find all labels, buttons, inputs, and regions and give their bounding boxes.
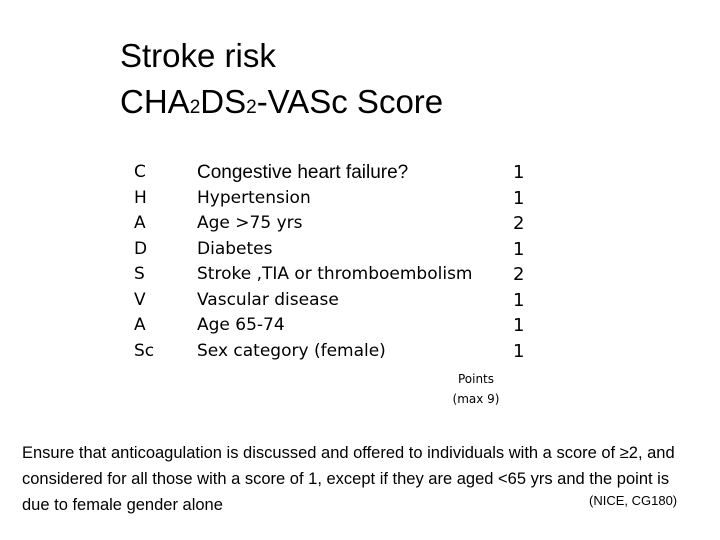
- title-part-vasc-score: -VASc Score: [256, 83, 444, 120]
- letter-a-2: A: [134, 315, 146, 335]
- condition-hypertension: Hypertension: [197, 187, 311, 208]
- condition-diabetes: Diabetes: [197, 238, 273, 259]
- points-value: 1: [513, 315, 525, 336]
- points-value: 1: [513, 289, 525, 311]
- title-part-subscript-2b: 2: [246, 97, 257, 118]
- title-line-2: [120, 79, 443, 131]
- points-caption-line-1: Points: [457, 372, 495, 386]
- slide-title: [120, 33, 443, 131]
- citation: (NICE, CG180): [589, 493, 678, 508]
- condition-age-over-75: Age >75 yrs: [197, 213, 303, 233]
- title-part-subscript-2a: 2: [189, 97, 201, 118]
- points-column: [513, 160, 524, 364]
- letter-d: D: [134, 238, 148, 259]
- points-value: 1: [513, 187, 525, 209]
- points-caption: [446, 369, 506, 409]
- letter-v: V: [134, 289, 146, 310]
- letter-h: H: [134, 187, 147, 208]
- points-caption-line-2: (max 9): [452, 392, 500, 406]
- points-value: 1: [513, 340, 525, 362]
- points-value: 2: [513, 264, 525, 285]
- points-value: 2: [513, 213, 525, 234]
- title-line-1: Stroke risk: [120, 37, 276, 74]
- letter-s: S: [134, 264, 145, 284]
- points-value: 1: [513, 238, 525, 260]
- letter-sc: Sc: [134, 340, 155, 361]
- condition-congestive-heart-failure: Congestive heart failure?: [197, 162, 409, 183]
- condition-sex-category: Sex category (female): [197, 340, 386, 361]
- title-part-cha: CHA: [120, 83, 190, 120]
- conditions-column: [197, 160, 473, 364]
- letter-a: A: [134, 213, 146, 233]
- title-part-ds: DS: [200, 83, 247, 120]
- condition-vascular-disease: Vascular disease: [197, 289, 339, 310]
- letters-column: [134, 160, 154, 364]
- points-value: 1: [513, 162, 525, 183]
- letter-c: C: [134, 162, 146, 182]
- guidance-text: Ensure that anticoagulation is discussed and offered to individuals with a score of ≥2, and considered for all those with a score of 1, except if they are aged <65 yrs and the point is due to female gender alone: [22, 444, 675, 514]
- condition-stroke-tia: Stroke ,TIA or thromboembolism: [197, 264, 473, 284]
- condition-age-65-74: Age 65-74: [197, 315, 285, 335]
